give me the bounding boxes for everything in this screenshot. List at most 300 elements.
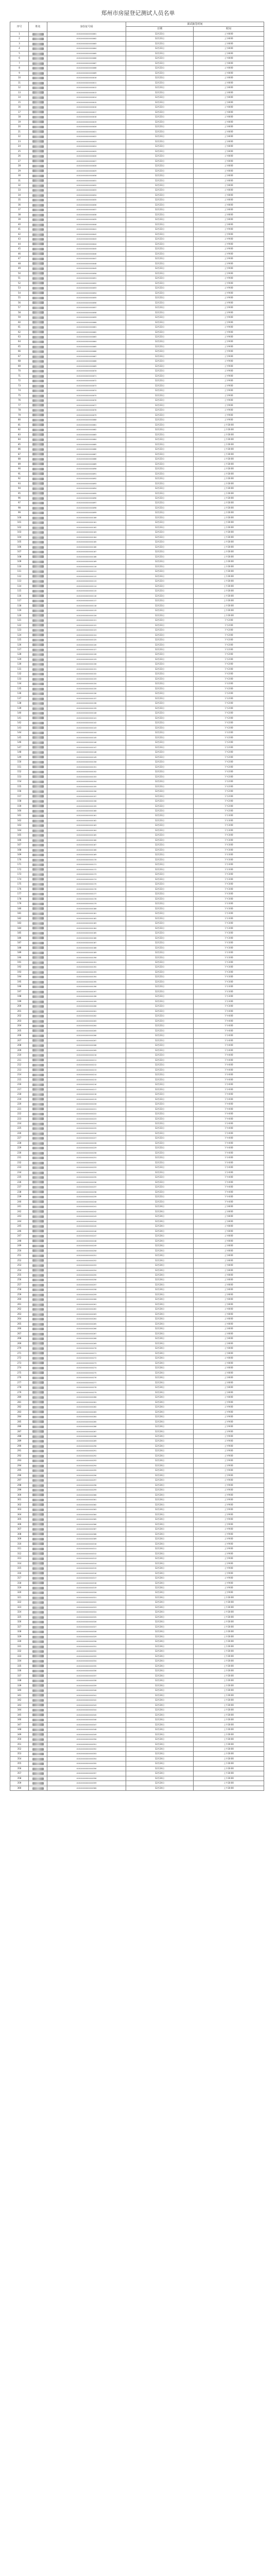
row-name bbox=[29, 257, 47, 261]
row-date: 12月23日 bbox=[126, 1190, 194, 1194]
redacted-name-icon bbox=[32, 1313, 44, 1316]
row-date: 12月24日 bbox=[126, 1419, 194, 1424]
table-row bbox=[10, 1747, 264, 1751]
row-number: 194 bbox=[10, 975, 29, 979]
row-time: 上午10:00 bbox=[194, 545, 264, 549]
row-name bbox=[29, 359, 47, 364]
row-date: 12月23日 bbox=[126, 808, 194, 813]
row-id-number: 4101XXXXXXXXXXX357 bbox=[47, 1771, 126, 1776]
row-number: 261 bbox=[10, 1302, 29, 1307]
row-name bbox=[29, 251, 47, 256]
redacted-name-icon bbox=[32, 1587, 44, 1589]
redacted-name-icon bbox=[32, 243, 44, 245]
row-id-number: 4101XXXXXXXXXXX048 bbox=[47, 261, 126, 266]
row-id-number: 4101XXXXXXXXXXX260 bbox=[47, 1297, 126, 1302]
row-name bbox=[29, 481, 47, 486]
row-time: 上午10:00 bbox=[194, 1644, 264, 1649]
redacted-name-icon bbox=[32, 995, 44, 998]
row-time: 上午8:00 bbox=[194, 164, 264, 168]
row-date: 12月24日 bbox=[126, 1380, 194, 1385]
row-name bbox=[29, 388, 47, 393]
row-time: 下午4:00 bbox=[194, 1156, 264, 1160]
row-date: 12月23日 bbox=[126, 823, 194, 828]
row-number: 152 bbox=[10, 770, 29, 774]
row-name bbox=[29, 486, 47, 491]
row-number: 120 bbox=[10, 613, 29, 618]
redacted-name-icon bbox=[32, 1469, 44, 1472]
row-name bbox=[29, 989, 47, 994]
row-time: 上午9:00 bbox=[194, 379, 264, 383]
row-number: 208 bbox=[10, 1043, 29, 1048]
row-date: 12月23日 bbox=[126, 960, 194, 965]
row-id-number: 4101XXXXXXXXXXX135 bbox=[47, 686, 126, 691]
row-time: 上午10:00 bbox=[194, 505, 264, 510]
redacted-name-icon bbox=[32, 897, 44, 900]
row-id-number: 4101XXXXXXXXXXX050 bbox=[47, 271, 126, 276]
row-number: 235 bbox=[10, 1175, 29, 1180]
row-date: 12月23日 bbox=[126, 212, 194, 217]
row-date: 12月23日 bbox=[126, 1063, 194, 1067]
row-number: 56 bbox=[10, 300, 29, 305]
table-row bbox=[10, 281, 264, 285]
row-id-number: 4101XXXXXXXXXXX131 bbox=[47, 667, 126, 671]
row-number: 12 bbox=[10, 86, 29, 90]
redacted-name-icon bbox=[32, 1660, 44, 1663]
row-name bbox=[29, 457, 47, 462]
table-row bbox=[10, 349, 264, 354]
table-row bbox=[10, 1321, 264, 1326]
redacted-name-icon bbox=[32, 1538, 44, 1540]
row-name bbox=[29, 1683, 47, 1688]
row-name bbox=[29, 276, 47, 281]
table-row bbox=[10, 300, 264, 305]
row-name bbox=[29, 838, 47, 842]
row-id-number: 4101XXXXXXXXXXX285 bbox=[47, 1419, 126, 1424]
row-id-number: 4101XXXXXXXXXXX023 bbox=[47, 139, 126, 144]
row-time: 下午4:00 bbox=[194, 1082, 264, 1087]
table-row bbox=[10, 686, 264, 691]
row-id-number: 4101XXXXXXXXXXX127 bbox=[47, 648, 126, 652]
table-row bbox=[10, 481, 264, 486]
redacted-name-icon bbox=[32, 82, 44, 84]
table-row bbox=[10, 1146, 264, 1150]
row-id-number: 4101XXXXXXXXXXX126 bbox=[47, 642, 126, 647]
row-time: 下午2:00 bbox=[194, 794, 264, 799]
row-date: 12月23日 bbox=[126, 359, 194, 364]
redacted-name-icon bbox=[32, 512, 44, 514]
row-date: 12月23日 bbox=[126, 857, 194, 862]
row-name bbox=[29, 955, 47, 960]
row-id-number: 4101XXXXXXXXXXX008 bbox=[47, 66, 126, 71]
redacted-name-icon bbox=[32, 541, 44, 544]
redacted-name-icon bbox=[32, 1699, 44, 1702]
row-number: 222 bbox=[10, 1112, 29, 1116]
row-id-number: 4101XXXXXXXXXXX316 bbox=[47, 1571, 126, 1575]
row-date: 12月24日 bbox=[126, 1590, 194, 1595]
row-number: 18 bbox=[10, 115, 29, 120]
redacted-name-icon bbox=[32, 341, 44, 343]
row-time: 下午2:00 bbox=[194, 696, 264, 701]
row-number: 206 bbox=[10, 1033, 29, 1038]
row-time: 下午4:00 bbox=[194, 1058, 264, 1062]
table-row bbox=[10, 818, 264, 823]
row-name bbox=[29, 554, 47, 559]
redacted-name-icon bbox=[32, 653, 44, 656]
row-date: 12月24日 bbox=[126, 1346, 194, 1351]
redacted-name-icon bbox=[32, 1738, 44, 1741]
row-number: 178 bbox=[10, 896, 29, 901]
row-name bbox=[29, 1214, 47, 1219]
row-number: 16 bbox=[10, 105, 29, 110]
redacted-name-icon bbox=[32, 595, 44, 597]
row-time: 下午4:00 bbox=[194, 1121, 264, 1126]
row-number: 204 bbox=[10, 1024, 29, 1028]
redacted-name-icon bbox=[32, 1528, 44, 1531]
row-time: 上午10:00 bbox=[194, 467, 264, 471]
row-number: 168 bbox=[10, 848, 29, 852]
table-row bbox=[10, 887, 264, 891]
row-name bbox=[29, 1321, 47, 1326]
row-date: 12月23日 bbox=[126, 418, 194, 422]
row-date: 12月23日 bbox=[126, 1028, 194, 1033]
row-time: 上午8:00 bbox=[194, 1336, 264, 1341]
row-time: 上午10:00 bbox=[194, 471, 264, 476]
row-date: 12月24日 bbox=[126, 1624, 194, 1629]
row-time: 上午10:00 bbox=[194, 511, 264, 515]
row-time: 下午2:00 bbox=[194, 686, 264, 691]
row-time: 下午3:00 bbox=[194, 814, 264, 818]
row-id-number: 4101XXXXXXXXXXX046 bbox=[47, 251, 126, 256]
row-name bbox=[29, 266, 47, 271]
row-id-number: 4101XXXXXXXXXXX228 bbox=[47, 1141, 126, 1145]
row-name bbox=[29, 1224, 47, 1229]
row-name bbox=[29, 823, 47, 828]
redacted-name-icon bbox=[32, 986, 44, 988]
redacted-name-icon bbox=[32, 1093, 44, 1096]
row-number: 38 bbox=[10, 212, 29, 217]
table-row bbox=[10, 1571, 264, 1575]
table-row bbox=[10, 90, 264, 95]
row-name bbox=[29, 1287, 47, 1292]
row-number: 280 bbox=[10, 1395, 29, 1400]
table-row bbox=[10, 554, 264, 559]
table-row bbox=[10, 125, 264, 129]
row-id-number: 4101XXXXXXXXXXX356 bbox=[47, 1766, 126, 1771]
row-number: 312 bbox=[10, 1551, 29, 1556]
row-name bbox=[29, 1180, 47, 1184]
row-date: 12月23日 bbox=[126, 437, 194, 442]
row-time: 下午4:00 bbox=[194, 1077, 264, 1082]
row-id-number: 4101XXXXXXXXXXX038 bbox=[47, 212, 126, 217]
row-id-number: 4101XXXXXXXXXXX113 bbox=[47, 579, 126, 584]
table-row bbox=[10, 344, 264, 349]
row-date: 12月23日 bbox=[126, 1033, 194, 1038]
table-row bbox=[10, 701, 264, 706]
table-row bbox=[10, 1102, 264, 1107]
table-row bbox=[10, 100, 264, 105]
row-name bbox=[29, 452, 47, 456]
row-id-number: 4101XXXXXXXXXXX159 bbox=[47, 804, 126, 808]
row-date: 12月24日 bbox=[126, 1737, 194, 1742]
row-date: 12月24日 bbox=[126, 1370, 194, 1375]
table-row bbox=[10, 1654, 264, 1658]
row-date: 12月24日 bbox=[126, 1679, 194, 1683]
row-date: 12月24日 bbox=[126, 1307, 194, 1312]
redacted-name-icon bbox=[32, 1426, 44, 1428]
row-time: 上午8:00 bbox=[194, 168, 264, 173]
row-time: 下午4:00 bbox=[194, 1150, 264, 1155]
redacted-name-icon bbox=[32, 429, 44, 431]
table-row bbox=[10, 1708, 264, 1713]
row-number: 331 bbox=[10, 1644, 29, 1649]
row-name bbox=[29, 1297, 47, 1302]
row-id-number: 4101XXXXXXXXXXX087 bbox=[47, 452, 126, 456]
row-date: 12月24日 bbox=[126, 1278, 194, 1282]
row-number: 60 bbox=[10, 320, 29, 325]
row-date: 12月24日 bbox=[126, 1507, 194, 1512]
row-id-number: 4101XXXXXXXXXXX223 bbox=[47, 1116, 126, 1121]
row-id-number: 4101XXXXXXXXXXX021 bbox=[47, 129, 126, 134]
row-id-number: 4101XXXXXXXXXXX057 bbox=[47, 306, 126, 310]
row-time: 上午8:00 bbox=[194, 202, 264, 207]
table-row bbox=[10, 599, 264, 603]
row-number: 85 bbox=[10, 442, 29, 447]
row-name bbox=[29, 804, 47, 808]
row-date: 12月23日 bbox=[126, 310, 194, 315]
table-row bbox=[10, 853, 264, 857]
row-number: 351 bbox=[10, 1742, 29, 1747]
row-number: 128 bbox=[10, 652, 29, 657]
table-row bbox=[10, 330, 264, 334]
row-time: 上午9:00 bbox=[194, 1541, 264, 1546]
row-id-number: 4101XXXXXXXXXXX041 bbox=[47, 227, 126, 232]
row-time: 上午9:00 bbox=[194, 1439, 264, 1444]
table-row bbox=[10, 1732, 264, 1737]
row-id-number: 4101XXXXXXXXXXX272 bbox=[47, 1356, 126, 1361]
row-date: 12月23日 bbox=[126, 951, 194, 955]
table-row bbox=[10, 1297, 264, 1302]
row-id-number: 4101XXXXXXXXXXX020 bbox=[47, 125, 126, 129]
row-id-number: 4101XXXXXXXXXXX133 bbox=[47, 676, 126, 681]
row-number: 167 bbox=[10, 843, 29, 848]
row-number: 218 bbox=[10, 1092, 29, 1097]
row-time: 下午4:00 bbox=[194, 1199, 264, 1204]
redacted-name-icon bbox=[32, 1357, 44, 1360]
row-name bbox=[29, 941, 47, 945]
row-id-number: 4101XXXXXXXXXXX209 bbox=[47, 1048, 126, 1053]
row-number: 227 bbox=[10, 1136, 29, 1141]
row-number: 65 bbox=[10, 344, 29, 349]
row-id-number: 4101XXXXXXXXXXX124 bbox=[47, 633, 126, 637]
row-time: 上午8:00 bbox=[194, 95, 264, 100]
row-name bbox=[29, 496, 47, 500]
row-date: 12月23日 bbox=[126, 696, 194, 701]
redacted-name-icon bbox=[32, 1689, 44, 1692]
row-name bbox=[29, 403, 47, 408]
row-time: 上午8:00 bbox=[194, 222, 264, 227]
row-id-number: 4101XXXXXXXXXXX330 bbox=[47, 1639, 126, 1644]
row-time: 下午3:00 bbox=[194, 843, 264, 848]
row-time: 上午8:00 bbox=[194, 1229, 264, 1233]
row-name bbox=[29, 1718, 47, 1722]
redacted-name-icon bbox=[32, 67, 44, 70]
row-date: 12月24日 bbox=[126, 1400, 194, 1404]
row-number: 335 bbox=[10, 1664, 29, 1668]
row-number: 237 bbox=[10, 1185, 29, 1190]
redacted-name-icon bbox=[32, 1240, 44, 1242]
row-id-number: 4101XXXXXXXXXXX200 bbox=[47, 1004, 126, 1009]
row-number: 86 bbox=[10, 447, 29, 452]
row-number: 68 bbox=[10, 359, 29, 364]
row-time: 上午9:00 bbox=[194, 1410, 264, 1414]
table-row bbox=[10, 61, 264, 65]
row-id-number: 4101XXXXXXXXXXX294 bbox=[47, 1463, 126, 1468]
row-date: 12月24日 bbox=[126, 1698, 194, 1703]
row-name bbox=[29, 530, 47, 535]
table-row bbox=[10, 1434, 264, 1438]
row-date: 12月23日 bbox=[126, 41, 194, 46]
row-date: 12月23日 bbox=[126, 413, 194, 417]
row-name bbox=[29, 848, 47, 852]
row-time: 上午10:00 bbox=[194, 442, 264, 447]
row-number: 129 bbox=[10, 657, 29, 662]
row-id-number: 4101XXXXXXXXXXX109 bbox=[47, 560, 126, 564]
table-row bbox=[10, 794, 264, 799]
row-number: 345 bbox=[10, 1713, 29, 1717]
row-id-number: 4101XXXXXXXXXXX111 bbox=[47, 569, 126, 574]
row-time: 下午2:00 bbox=[194, 623, 264, 628]
row-date: 12月23日 bbox=[126, 286, 194, 291]
row-number: 93 bbox=[10, 481, 29, 486]
redacted-name-icon bbox=[32, 1548, 44, 1550]
row-name bbox=[29, 1425, 47, 1429]
row-time: 上午8:00 bbox=[194, 76, 264, 80]
row-date: 12月23日 bbox=[126, 46, 194, 51]
row-time: 上午8:00 bbox=[194, 188, 264, 193]
row-time: 下午4:00 bbox=[194, 1190, 264, 1194]
row-time: 上午8:00 bbox=[194, 1209, 264, 1214]
row-number: 96 bbox=[10, 496, 29, 500]
row-name bbox=[29, 1356, 47, 1361]
row-id-number: 4101XXXXXXXXXXX123 bbox=[47, 628, 126, 633]
redacted-name-icon bbox=[32, 546, 44, 549]
row-id-number: 4101XXXXXXXXXXX344 bbox=[47, 1708, 126, 1713]
row-time: 上午10:00 bbox=[194, 457, 264, 462]
row-number: 304 bbox=[10, 1512, 29, 1517]
redacted-name-icon bbox=[32, 1489, 44, 1492]
row-name bbox=[29, 1571, 47, 1575]
redacted-name-icon bbox=[32, 1665, 44, 1667]
row-date: 12月23日 bbox=[126, 383, 194, 388]
row-time: 上午9:00 bbox=[194, 1463, 264, 1468]
row-time: 上午8:00 bbox=[194, 1385, 264, 1390]
row-id-number: 4101XXXXXXXXXXX016 bbox=[47, 105, 126, 110]
row-date: 12月23日 bbox=[126, 691, 194, 696]
row-time: 上午9:00 bbox=[194, 320, 264, 325]
row-time: 上午9:00 bbox=[194, 1459, 264, 1463]
row-id-number: 4101XXXXXXXXXXX066 bbox=[47, 349, 126, 354]
row-id-number: 4101XXXXXXXXXXX028 bbox=[47, 164, 126, 168]
row-date: 12月23日 bbox=[126, 686, 194, 691]
row-id-number: 4101XXXXXXXXXXX266 bbox=[47, 1327, 126, 1331]
row-time: 上午10:00 bbox=[194, 525, 264, 530]
row-date: 12月23日 bbox=[126, 608, 194, 613]
table-row bbox=[10, 139, 264, 144]
row-time: 上午8:00 bbox=[194, 1205, 264, 1209]
table-row bbox=[10, 437, 264, 442]
redacted-name-icon bbox=[32, 1371, 44, 1374]
table-row bbox=[10, 1473, 264, 1478]
row-time: 上午9:00 bbox=[194, 232, 264, 236]
row-name bbox=[29, 315, 47, 320]
row-name bbox=[29, 202, 47, 207]
row-name bbox=[29, 408, 47, 413]
row-time: 上午9:00 bbox=[194, 1468, 264, 1473]
redacted-name-icon bbox=[32, 1591, 44, 1594]
row-name bbox=[29, 1708, 47, 1713]
row-date: 12月23日 bbox=[126, 1185, 194, 1190]
row-name bbox=[29, 594, 47, 598]
table-row bbox=[10, 1722, 264, 1727]
row-number: 186 bbox=[10, 936, 29, 940]
row-time: 上午9:00 bbox=[194, 261, 264, 266]
table-row bbox=[10, 115, 264, 120]
redacted-name-icon bbox=[32, 1025, 44, 1027]
row-name bbox=[29, 1747, 47, 1751]
row-id-number: 4101XXXXXXXXXXX185 bbox=[47, 931, 126, 936]
row-id-number: 4101XXXXXXXXXXX167 bbox=[47, 843, 126, 848]
row-name bbox=[29, 853, 47, 857]
row-number: 299 bbox=[10, 1488, 29, 1493]
row-time: 下午3:00 bbox=[194, 853, 264, 857]
redacted-name-icon bbox=[32, 1430, 44, 1433]
row-number: 131 bbox=[10, 667, 29, 671]
row-number: 90 bbox=[10, 467, 29, 471]
row-number: 353 bbox=[10, 1752, 29, 1756]
row-name bbox=[29, 1156, 47, 1160]
table-row bbox=[10, 1776, 264, 1781]
row-name bbox=[29, 921, 47, 926]
redacted-name-icon bbox=[32, 175, 44, 177]
row-number: 191 bbox=[10, 960, 29, 965]
row-id-number: 4101XXXXXXXXXXX334 bbox=[47, 1659, 126, 1664]
row-id-number: 4101XXXXXXXXXXX335 bbox=[47, 1664, 126, 1668]
row-date: 12月24日 bbox=[126, 1581, 194, 1585]
row-date: 12月23日 bbox=[126, 584, 194, 588]
table-row bbox=[10, 1131, 264, 1136]
row-id-number: 4101XXXXXXXXXXX189 bbox=[47, 951, 126, 955]
row-number: 265 bbox=[10, 1321, 29, 1326]
row-id-number: 4101XXXXXXXXXXX235 bbox=[47, 1175, 126, 1180]
row-name bbox=[29, 691, 47, 696]
redacted-name-icon bbox=[32, 575, 44, 578]
row-id-number: 4101XXXXXXXXXXX091 bbox=[47, 471, 126, 476]
row-time: 上午9:00 bbox=[194, 1498, 264, 1502]
row-time: 下午2:00 bbox=[194, 642, 264, 647]
redacted-name-icon bbox=[32, 57, 44, 60]
row-date: 12月23日 bbox=[126, 814, 194, 818]
row-name bbox=[29, 740, 47, 745]
row-date: 12月24日 bbox=[126, 1459, 194, 1463]
row-name bbox=[29, 1053, 47, 1058]
row-time: 上午8:00 bbox=[194, 80, 264, 85]
redacted-name-icon bbox=[32, 912, 44, 915]
redacted-name-icon bbox=[32, 1113, 44, 1115]
redacted-name-icon bbox=[32, 1704, 44, 1706]
row-number: 217 bbox=[10, 1087, 29, 1092]
row-name bbox=[29, 413, 47, 417]
row-time: 上午10:00 bbox=[194, 1737, 264, 1742]
